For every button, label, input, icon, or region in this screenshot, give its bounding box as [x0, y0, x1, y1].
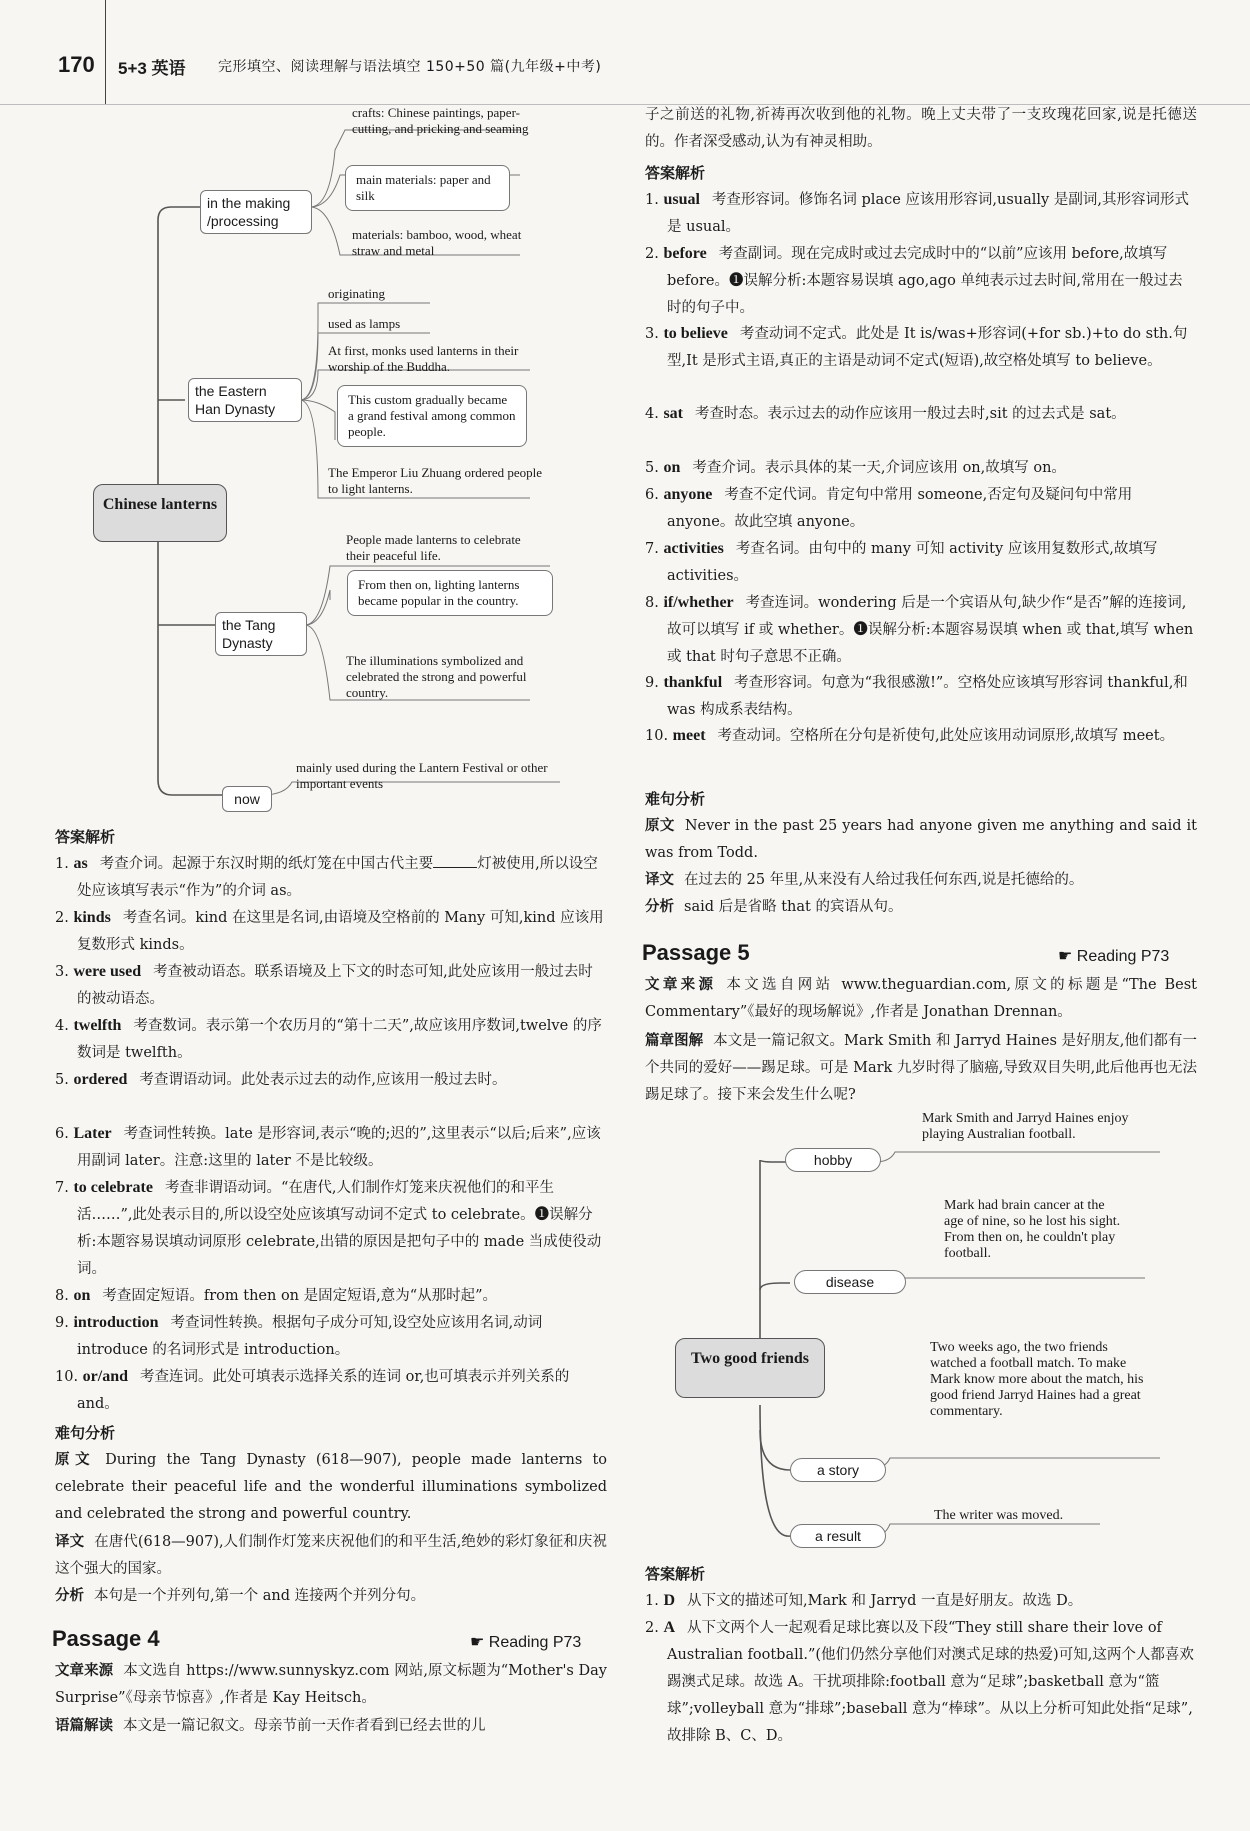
answer-item: 3. to believe 考查动词不定式。此处是 It is/was+形容词(+for sb.)+to do sth.句型,It 是形式主语,真正的主语是动词不定式(短语),故空格处填写 to believe。	[645, 325, 1188, 369]
leaf-people-made: People made lanterns to celebrate their peaceful life.	[346, 532, 521, 563]
right-answers-heading: 答案解析	[645, 164, 706, 182]
answer-key: were used	[73, 963, 142, 980]
hobby-text: Mark Smith and Jarryd Haines enjoy playing Australian football.	[922, 1111, 1129, 1142]
answer-item: 10. or/and 考查连词。此处可填表示选择关系的连词 or,也可填表示并列关系的 and。	[55, 1368, 570, 1412]
answer-key: activities	[663, 540, 724, 557]
leaf-illuminations: The illuminations symbolized and celebrated the strong and powerful country.	[346, 653, 527, 700]
passage5-reading-ref: ☛ Reading P73	[1058, 948, 1170, 965]
answer-key: usual	[663, 191, 700, 208]
answer-item: 3. were used 考查被动语态。联系语境及上下文的时态可知,此处应该用一般过去时的被动语态。	[55, 963, 593, 1007]
branch-hobby: hobby	[785, 1148, 881, 1172]
yiwen-label: 译文	[55, 1533, 85, 1550]
answer-item: 2. before 考查副词。现在完成时或过去完成时中的“以前”应该用 before,故填写 before。❶误解分析:本题容易误填 ago,ago 单纯表示过去时间,常用在一般过去时的句子中。	[645, 245, 1183, 316]
answer-item: 2. A 从下文两个人一起观看足球比赛以及下段“They still share their love of Australian football.”(他们仍然分享他们对澳式足球的热爱)可知,这两个人都喜欢踢澳式足球。故选 A。干扰项排除:football 意为“足球”;basketball 意为“篮球”;volleyball 意为“排球”;baseball 意为“棒球”。从以上分析可知此处指“足球”,故排除 B、C、D。	[645, 1619, 1194, 1744]
answer-item: 8. on 考查固定短语。from then on 是固定短语,意为“从那时起”。	[55, 1287, 498, 1304]
passage4-guide-continued: 子之前送的礼物,祈祷再次收到他的礼物。晚上丈夫带了一支玫瑰花回家,说是托德送的。作者深受感动,认为有神灵相助。	[645, 107, 1197, 150]
yuanwen-label: 原文	[55, 1451, 96, 1468]
passage4-guide: 语篇解读 本文是一篇记叙文。母亲节前一天作者看到已经去世的儿	[55, 1717, 486, 1734]
answer-key: on	[663, 459, 681, 476]
passage5-source: 文章来源 本文选自网站 www.theguardian.com,原文的标题是“The Best Commentary”《最好的现场解说》,作者是 Jonathan Drennan。	[645, 976, 1198, 1020]
answer-item: 10. meet 考查动词。空格所在分句是祈使句,此处应该用动词原形,故填写 meet。	[645, 727, 1175, 744]
fill-blank	[433, 853, 477, 868]
answer-item: 9. introduction 考查词性转换。根据句子成分可知,设空处应该用名词,动词 introduce 的名词形式是 introduction。	[55, 1314, 543, 1358]
passage5-answers-heading: 答案解析	[645, 1565, 706, 1583]
leaf-emperor: The Emperor Liu Zhuang ordered people to light lanterns.	[328, 465, 543, 496]
leaf-materials: materials: bamboo, wood, wheat straw and metal	[352, 227, 522, 258]
answer-item: 7. to celebrate 考查非谓语动词。“在唐代,人们制作灯笼来庆祝他们的和平生活……”,此处表示目的,所以设空处应该填写动词不定式 to celebrate。❶误解分析:本题容易误填动词原形 celebrate,出错的原因是把句子中的 made 当成使役动词。	[55, 1179, 602, 1277]
book-subtitle: 完形填空、阅读理解与语法填空 150+50 篇(九年级+中考)	[218, 59, 602, 75]
answer-key: A	[663, 1619, 676, 1636]
disease-text: Mark had brain cancer at the age of nine, so he lost his sight. From then on, he couldn't play football.	[944, 1198, 1121, 1261]
leaf-from-then: From then on, lighting lanterns became popular in the country.	[347, 570, 553, 616]
answer-key: introduction	[73, 1314, 159, 1331]
left-difficult-heading: 难句分析	[55, 1424, 116, 1442]
answer-item: 1. D 从下文的描述可知,Mark 和 Jarryd 一直是好朋友。故选 D。	[645, 1592, 1083, 1609]
answer-key: or/and	[82, 1368, 129, 1385]
answer-key: Later	[73, 1125, 112, 1142]
answer-key: meet	[672, 727, 706, 744]
answer-key: before	[663, 245, 707, 262]
answer-key: ordered	[73, 1071, 128, 1088]
answer-key: anyone	[663, 486, 713, 503]
answer-item: 4. sat 考查时态。表示过去的动作应该用一般过去时,sit 的过去式是 sat。	[645, 405, 1126, 422]
answer-item: 4. twelfth 考查数词。表示第一个农历月的“第十二天”,故应该用序数词,twelve 的序数词是 twelfth。	[55, 1017, 602, 1061]
branch-making: in the making /processing	[200, 190, 312, 234]
answer-key: if/whether	[663, 594, 734, 611]
answer-key: as	[73, 855, 88, 872]
passage5-title: Passage 5	[642, 940, 750, 965]
branch-now: now	[222, 786, 272, 812]
passage4-title: Passage 4	[52, 1626, 160, 1651]
center-two-good-friends: Two good friends	[675, 1338, 825, 1398]
leaf-crafts: crafts: Chinese paintings, paper-cutting, and pricking and seaming	[352, 105, 529, 136]
answer-key: kinds	[73, 909, 111, 926]
leaf-main-materials: main materials: paper and silk	[345, 165, 510, 211]
right-yiwen: 译文 在过去的 25 年里,从来没有人给过我任何东西,说是托德给的。	[645, 871, 1084, 888]
answer-item: 8. if/whether 考查连词。wondering 后是一个宾语从句,缺少作“是否”解的连接词,故可以填写 if 或 whether。❶误解分析:本题容易误填 when 或 that,填写 when 或 that 时句子意思不正确。	[645, 594, 1194, 665]
answer-key: D	[663, 1592, 676, 1609]
pointing-hand-icon: ☛	[1058, 948, 1077, 965]
page-number: 170	[58, 52, 95, 77]
answer-key: on	[73, 1287, 91, 1304]
brand-title: 5+3 英语	[118, 59, 186, 78]
branch-han: the Eastern Han Dynasty	[188, 378, 302, 422]
answer-key: sat	[663, 405, 684, 422]
left-fenxi: 分析 本句是一个并列句,第一个 and 连接两个并列分句。	[55, 1587, 426, 1604]
right-fenxi: 分析 said 后是省略 that 的宾语从句。	[645, 898, 903, 915]
leaf-custom: This custom gradually became a grand festival among common people.	[337, 385, 527, 447]
answer-item: 1. as 考查介词。起源于东汉时期的纸灯笼在中国古代主要 灯被使用,所以设空处应该填写表示“作为”的介词 as。	[55, 855, 598, 899]
answer-key: thankful	[663, 674, 723, 691]
passage4-source: 文章来源 本文选自 https://www.sunnyskyz.com 网站,原文标题为“Mother's Day Surprise”《母亲节惊喜》,作者是 Kay Heitsch。	[55, 1662, 608, 1706]
answer-item: 6. Later 考查词性转换。late 是形容词,表示“晚的;迟的”,这里表示“以后;后来”,应该用副词 later。注意:这里的 later 不是比较级。	[55, 1125, 601, 1169]
leaf-at-first: At first, monks used lanterns in their worship of the Buddha.	[328, 343, 519, 374]
answer-key: to celebrate	[73, 1179, 153, 1196]
branch-story: a story	[790, 1458, 886, 1482]
left-yiwen: 译文 在唐代(618—907),人们制作灯笼来庆祝他们的和平生活,绝妙的彩灯象征和庆祝这个强大的国家。	[55, 1533, 607, 1577]
answer-item: 5. on 考查介词。表示具体的某一天,介词应该用 on,故填写 on。	[645, 459, 1066, 476]
answer-item: 7. activities 考查名词。由句中的 many 可知 activity 应该用复数形式,故填写 activities。	[645, 540, 1158, 584]
answer-item: 5. ordered 考查谓语动词。此处表示过去的动作,应该用一般过去时。	[55, 1071, 507, 1088]
friends-mindmap-lines	[640, 1100, 1220, 1560]
passage4-reading-ref: ☛ Reading P73	[470, 1634, 582, 1651]
right-yuanwen: 原文 Never in the past 25 years had anyone given me anything and said it was from Todd.	[645, 817, 1197, 861]
result-text: The writer was moved.	[934, 1508, 1064, 1523]
pointing-hand-icon: ☛	[470, 1634, 489, 1651]
passage5-diagram-intro: 篇章图解 本文是一篇记叙文。Mark Smith 和 Jarryd Haines 是好朋友,他们都有一个共同的爱好——踢足球。可是 Mark 九岁时得了脑癌,导致双目失明,此后他再也无法踢足球了。接下来会发生什么呢?	[645, 1032, 1197, 1103]
left-answers-heading: 答案解析	[55, 828, 116, 846]
answer-item: 2. kinds 考查名词。kind 在这里是名词,由语境及空格前的 Many 可知,kind 应该用复数形式 kinds。	[55, 909, 604, 953]
leaf-originating: originating	[328, 286, 386, 301]
center-chinese-lanterns: Chinese lanterns	[93, 484, 227, 542]
answer-item: 1. usual 考查形容词。修饰名词 place 应该用形容词,usually 是副词,其形容词形式是 usual。	[645, 191, 1189, 235]
fenxi-label: 分析	[55, 1587, 84, 1604]
right-difficult-heading: 难句分析	[645, 790, 706, 808]
answer-item: 9. thankful 考查形容词。句意为“我很感激!”。空格处应该填写形容词 thankful,和 was 构成系表结构。	[645, 674, 1188, 718]
answer-key: to believe	[663, 325, 728, 342]
branch-tang: the Tang Dynasty	[215, 612, 307, 656]
left-yuanwen: 原文 During the Tang Dynasty (618—907), people made lanterns to celebrate their peaceful life and the wonderful illuminations symbolized and celebrated the strong and powerful country.	[55, 1451, 607, 1522]
story-text: Two weeks ago, the two friends watched a football match. To make Mark know more about the match, his good friend Jarryd Haines had a great commentary.	[930, 1340, 1144, 1419]
branch-result: a result	[790, 1524, 886, 1548]
branch-disease: disease	[794, 1270, 906, 1294]
answer-key: twelfth	[73, 1017, 122, 1034]
leaf-mainly: mainly used during the Lantern Festival or other important events	[296, 760, 548, 791]
leaf-used-as-lamps: used as lamps	[328, 316, 401, 331]
answer-item: 6. anyone 考查不定代词。肯定句中常用 someone,否定句及疑问句中常用 anyone。故此空填 anyone。	[645, 486, 1133, 530]
